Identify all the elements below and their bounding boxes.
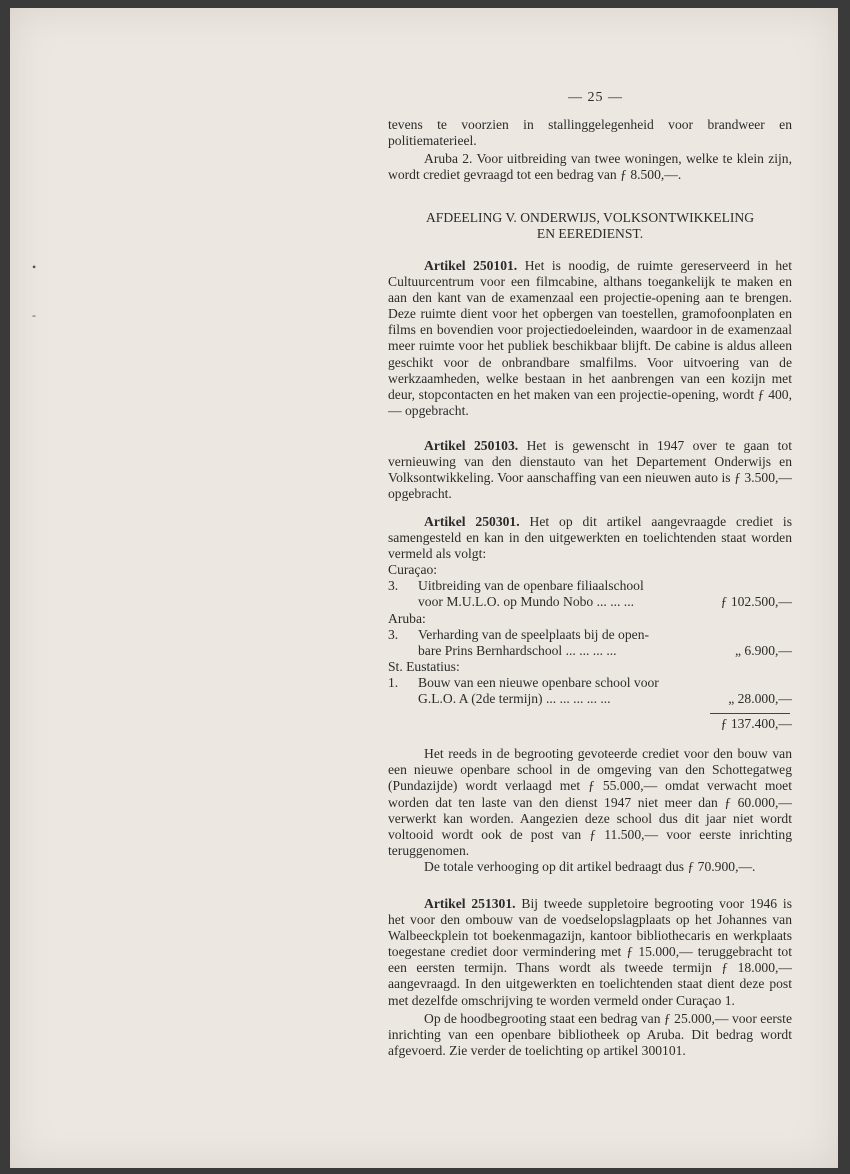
margin-dash: - [32,308,36,322]
article-250301-paragraph-2: Het reeds in de begrooting gevoteerde crediet voor den bouw van een nieuwe openbare school in de omgeving van den Schottegatweg (Pundazijde) wordt verlaagd met ƒ 55.000,— omdat verwacht moet worden dat ten laste van den dienst 1947 niet meer dan ƒ 60.000,— verwerkt kan worden. Aangezien deze school dus dit jaar niet wordt voltooid wordt ook de post van ƒ 11.500,— voor eerste inrichting teruggenomen. [388,746,792,858]
budget-item [388,627,792,659]
article-250301-title: Artikel 250301. [424,514,520,529]
item-description [418,627,706,659]
article-250101-title: Artikel 250101. [424,258,518,273]
article-250101-text: Het is noodig, de ruimte gereserveerd in het Cultuurcentrum voor een filmcabine, althans toegankelijk te maken en aan den kant van de examenzaal een projectie-opening aan te brengen. Deze ruimte dient voor het opbergen van toestellen, gramofoonplaten en films en bovendien voor projectiedoeleinden, waardoor in de examenzaal meer ruimte voor het publiek beschikbaar blijft. De cabine is aldus alleen geschikt voor de onbrandbare smalfilms. Voor uitvoering van de werkzaamheden, welke bestaan in het aanbrengen van een kozijn met deur, stopcontacten en het maken van een projectie-opening, wordt ƒ 400,— opgebracht. [388,258,792,418]
document-page [10,8,838,1168]
article-250101-paragraph [388,258,792,419]
intro-paragraph-2: Aruba 2. Voor uitbreiding van twee woningen, welke te klein zijn, wordt crediet gevraagd tot een bedrag van ƒ 8.500,—. [388,151,792,183]
budget-total: ƒ 137.400,— [720,716,792,732]
item-number: 1. [388,674,399,690]
article-250301 [388,514,792,875]
total-rule [710,713,790,714]
item-number: 3. [388,578,399,594]
item-line-2: G.L.O. A (2de termijn) ... ... ... ... ... [418,691,611,707]
section-heading-line-2: EN EEREDIENST. [536,226,644,242]
article-250103-paragraph [388,438,792,502]
budget-item [388,578,792,610]
article-251301-paragraph-2: Op de hoodbegrooting staat een bedrag van ƒ 25.000,— voor eerste inrichting van een openbare bibliotheek op Aruba. Dit bedrag wordt afgevoerd. Zie verder de toelichting op artikel 300101. [388,1010,792,1058]
article-250103-text: Het is gewenscht in 1947 over te gaan tot vernieuwing van den dienstauto van het Departement Onderwijs en Volksontwikkeling. Voor aanschaffing van een nieuwen auto is ƒ 3.500,— opgebracht. [388,438,792,502]
group-label-st-eustatius: St. Eustatius: [388,658,460,674]
section-heading-line-1: AFDEELING V. ONDERWIJS, VOLKSONTWIKKELING [425,210,755,225]
item-description [418,578,706,610]
intro-paragraph-1: tevens te voorzien in stallinggelegenheid voor brandweer en politiematerieel. [388,117,792,149]
article-250301-paragraph-3: De totale verhooging op dit artikel bedraagt dus ƒ 70.900,—. [424,858,756,874]
group-label-aruba: Aruba: [388,610,426,626]
article-251301 [388,896,792,1059]
article-250301-paragraph [388,514,792,562]
section-heading [388,210,792,242]
article-250301-text: Het op dit artikel aangevraagde crediet is samengesteld en kan in den uitgewerkten en toelichtenden staat worden vermeld als volgt: [388,514,792,562]
article-251301-paragraph [388,896,792,1009]
article-250103-title: Artikel 250103. [424,438,519,453]
article-251301-title: Artikel 251301. [424,896,516,911]
item-line-2: voor M.U.L.O. op Mundo Nobo ... ... ... [418,594,634,610]
item-number: 3. [388,626,399,642]
item-line-1: Verharding van de speelplaats bij de open- [418,626,650,642]
article-250101 [388,258,792,419]
item-amount: ƒ 102.500,— [720,594,792,610]
item-description [418,675,706,707]
article-251301-text: Bij tweede suppletoire begrooting voor 1946 is het voor den ombouw van de voedselopslagplaats op het Johannes van Walbeeckplein tot boekenmagazijn, kantoor bibliothecaris en werkplaats toegestane crediet door vermindering met ƒ 15.000,— teruggebracht tot een eersten termijn. Thans wordt als tweede termijn ƒ 18.000,— aangevraagd. In den uitgewerkten en toelichtenden staat dient deze post met dezelfde omschrijving te worden vermeld onder Curaçao 1. [388,896,792,1008]
margin-dot: • [32,260,37,274]
article-250103 [388,438,792,502]
budget-item [388,675,792,707]
item-line-2: bare Prins Bernhardschool ... ... ... ... [418,642,617,658]
item-amount: „ 6.900,— [734,642,792,658]
group-label-curacao: Curaçao: [388,562,438,578]
page-number: — 25 — [568,90,623,105]
intro-block [388,117,792,183]
item-line-1: Bouw van een nieuwe openbare school voor [418,674,659,690]
item-amount: „ 28.000,— [728,691,792,707]
item-line-1: Uitbreiding van de openbare filiaalschool [418,578,644,594]
